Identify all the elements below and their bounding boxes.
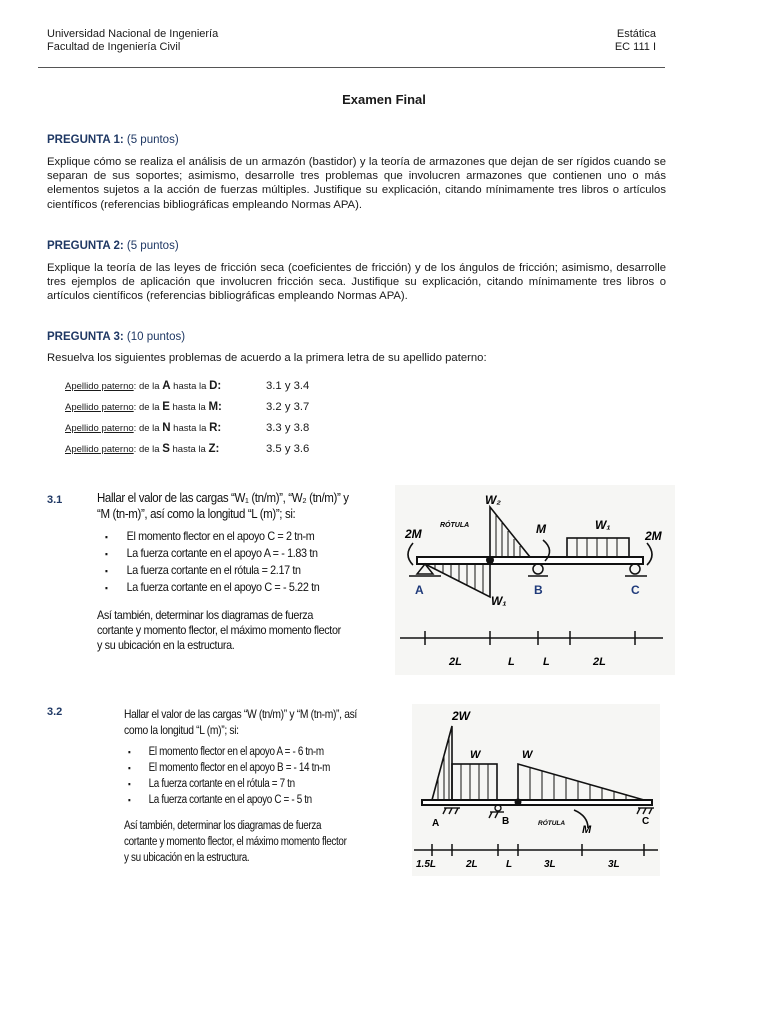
- dimension-label: 2L: [449, 656, 462, 668]
- label-2m-right: 2M: [645, 529, 662, 543]
- header-divider: [38, 67, 665, 68]
- assignment-row: Apellido paterno: de la E hasta la M:: [65, 401, 222, 413]
- question-1-text: Explique cómo se realiza el análisis de un armazón (bastidor) y la teoría de armazones que dejan de ser rígidos cuando se separan de sus soportes; asimismo, desarrolle tres problemas que involucren armazones que contienen uno o más elementos sujetos a la acción de fuerzas múltiples. Justifique su explicación, citando mínimamente tres libros o artículos científicos (referencias bibliográficas empleando Normas APA).: [47, 156, 666, 211]
- university-name: Universidad Nacional de Ingeniería: [47, 28, 219, 40]
- label-2m-left: 2M: [405, 527, 422, 541]
- label-w2: W₂: [485, 493, 501, 507]
- label-b: B: [534, 583, 543, 597]
- assignment-row: Apellido paterno: de la S hasta la Z:: [65, 443, 220, 455]
- question-2-text: Explique la teoría de las leyes de fricción seca (coeficientes de fricción) y de los ángulos de fricción; asimismo, desarrolle tres ejemplos de aplicación que involucren fricción seca. Justifique su explicación, citando mínimamente tres libros o artículos científicos (referencias bibliográficas empleando Normas APA).: [47, 262, 666, 303]
- label-c: C: [642, 816, 650, 827]
- dimension-label: L: [506, 859, 513, 870]
- label-a: A: [415, 583, 424, 597]
- question-3-points: (10 puntos): [126, 331, 186, 343]
- problem-3-1-number: 3.1: [47, 494, 63, 506]
- dimension-label: L: [508, 656, 515, 668]
- header-right: [560, 28, 656, 54]
- question-2-label: PREGUNTA 2:: [47, 240, 124, 252]
- label-rotula: RÓTULA: [538, 820, 566, 827]
- label-m: M: [536, 522, 546, 536]
- assignment-problems: 3.3 y 3.8: [266, 422, 310, 434]
- dimension-label: 3L: [544, 859, 556, 870]
- question-1-heading: [47, 134, 179, 146]
- assignment-problems: 3.1 y 3.4: [266, 380, 310, 392]
- statement-line: y su ubicación en la estructura.: [97, 638, 235, 652]
- statement-line: y su ubicación en la estructura.: [124, 852, 250, 864]
- statement-line: cortante y momento flector, el máximo momento flector: [124, 836, 347, 848]
- page-title: Examen Final: [342, 92, 426, 107]
- assignment-problems: 3.5 y 3.6: [266, 443, 310, 455]
- assignment-problems: 3.2 y 3.7: [266, 401, 310, 413]
- header-left: [47, 28, 218, 54]
- condition-bullet: ▪ El momento flector en el apoyo A = - 6 tn-m: [128, 744, 348, 760]
- statement-line: Hallar el valor de las cargas “W (tn/m)” y “M (tn-m)”, así: [124, 707, 357, 721]
- dimension-label: 2L: [466, 859, 478, 870]
- condition-bullet: ▪ La fuerza cortante en el apoyo C = - 5 tn: [128, 792, 348, 808]
- condition-bullet: ▪ El momento flector en el apoyo C = 2 tn-m: [105, 528, 343, 545]
- label-w1-top: W₁: [595, 518, 611, 532]
- assignment-row: Apellido paterno: de la A hasta la D:: [65, 380, 222, 392]
- condition-bullet: ▪ La fuerza cortante en el rótula = 7 tn: [128, 776, 348, 792]
- problem-3-2-beam-diagram: [412, 704, 660, 876]
- label-b: B: [502, 816, 510, 827]
- label-c: C: [631, 583, 640, 597]
- question-1-label: PREGUNTA 1:: [47, 134, 124, 146]
- question-3-text: Resuelva los siguientes problemas de acuerdo a la primera letra de su apellido paterno:: [47, 352, 487, 364]
- dimension-label: 3L: [608, 859, 620, 870]
- problem-3-1-statement: [97, 490, 369, 653]
- label-m: M: [582, 824, 592, 836]
- statement-line: “M (tn-m)”, así como la longitud “L (m)”; si:: [97, 507, 296, 521]
- question-3-heading: [47, 331, 185, 343]
- statement-line: Así también, determinar los diagramas de fuerza: [97, 608, 313, 622]
- question-3-label: PREGUNTA 3:: [47, 331, 124, 343]
- question-2-heading: [47, 240, 179, 252]
- hinge: [515, 799, 522, 806]
- dimension-label: 1.5L: [416, 859, 437, 870]
- faculty-name: Facultad de Ingeniería Civil: [47, 41, 181, 53]
- condition-bullet: ▪ La fuerza cortante en el rótula = 2.17 tn: [105, 562, 343, 579]
- question-1-points: (5 puntos): [126, 134, 179, 146]
- hinge: [486, 556, 494, 564]
- assignment-row: Apellido paterno: de la N hasta la R:: [65, 422, 222, 434]
- problem-3-2-statement: [124, 706, 384, 866]
- condition-bullet: ▪ La fuerza cortante en el apoyo C = - 5.22 tn: [105, 579, 343, 596]
- statement-line: como la longitud “L (m)”; si:: [124, 723, 239, 737]
- scan-background: [395, 485, 675, 675]
- statement-line: cortante y momento flector, el máximo momento flector: [97, 623, 341, 637]
- dimension-label: L: [543, 656, 550, 668]
- beam: [417, 557, 643, 564]
- course-code: EC 111 I: [614, 41, 656, 53]
- label-a: A: [432, 818, 440, 829]
- statement-line: Así también, determinar los diagramas de fuerza: [124, 820, 322, 832]
- dimension-label: 2L: [593, 656, 606, 668]
- label-2w: 2W: [452, 709, 470, 723]
- condition-bullet: ▪ La fuerza cortante en el apoyo A = - 1.83 tn: [105, 545, 343, 562]
- problem-3-2-number: 3.2: [47, 706, 63, 718]
- course-name: Estática: [616, 28, 656, 40]
- statement-line: Hallar el valor de las cargas “W₁ (tn/m)”, “W₂ (tn/m)” y: [97, 491, 349, 505]
- label-w1-bottom: W₁: [491, 594, 507, 608]
- question-2-points: (5 puntos): [126, 240, 179, 252]
- label-rotula: RÓTULA: [440, 522, 470, 529]
- problem-3-1-beam-diagram: [395, 485, 675, 675]
- label-w-right: W: [522, 749, 533, 761]
- label-w-left: W: [470, 749, 481, 761]
- condition-bullet: ▪ El momento flector en el apoyo B = - 14 tn-m: [128, 760, 348, 776]
